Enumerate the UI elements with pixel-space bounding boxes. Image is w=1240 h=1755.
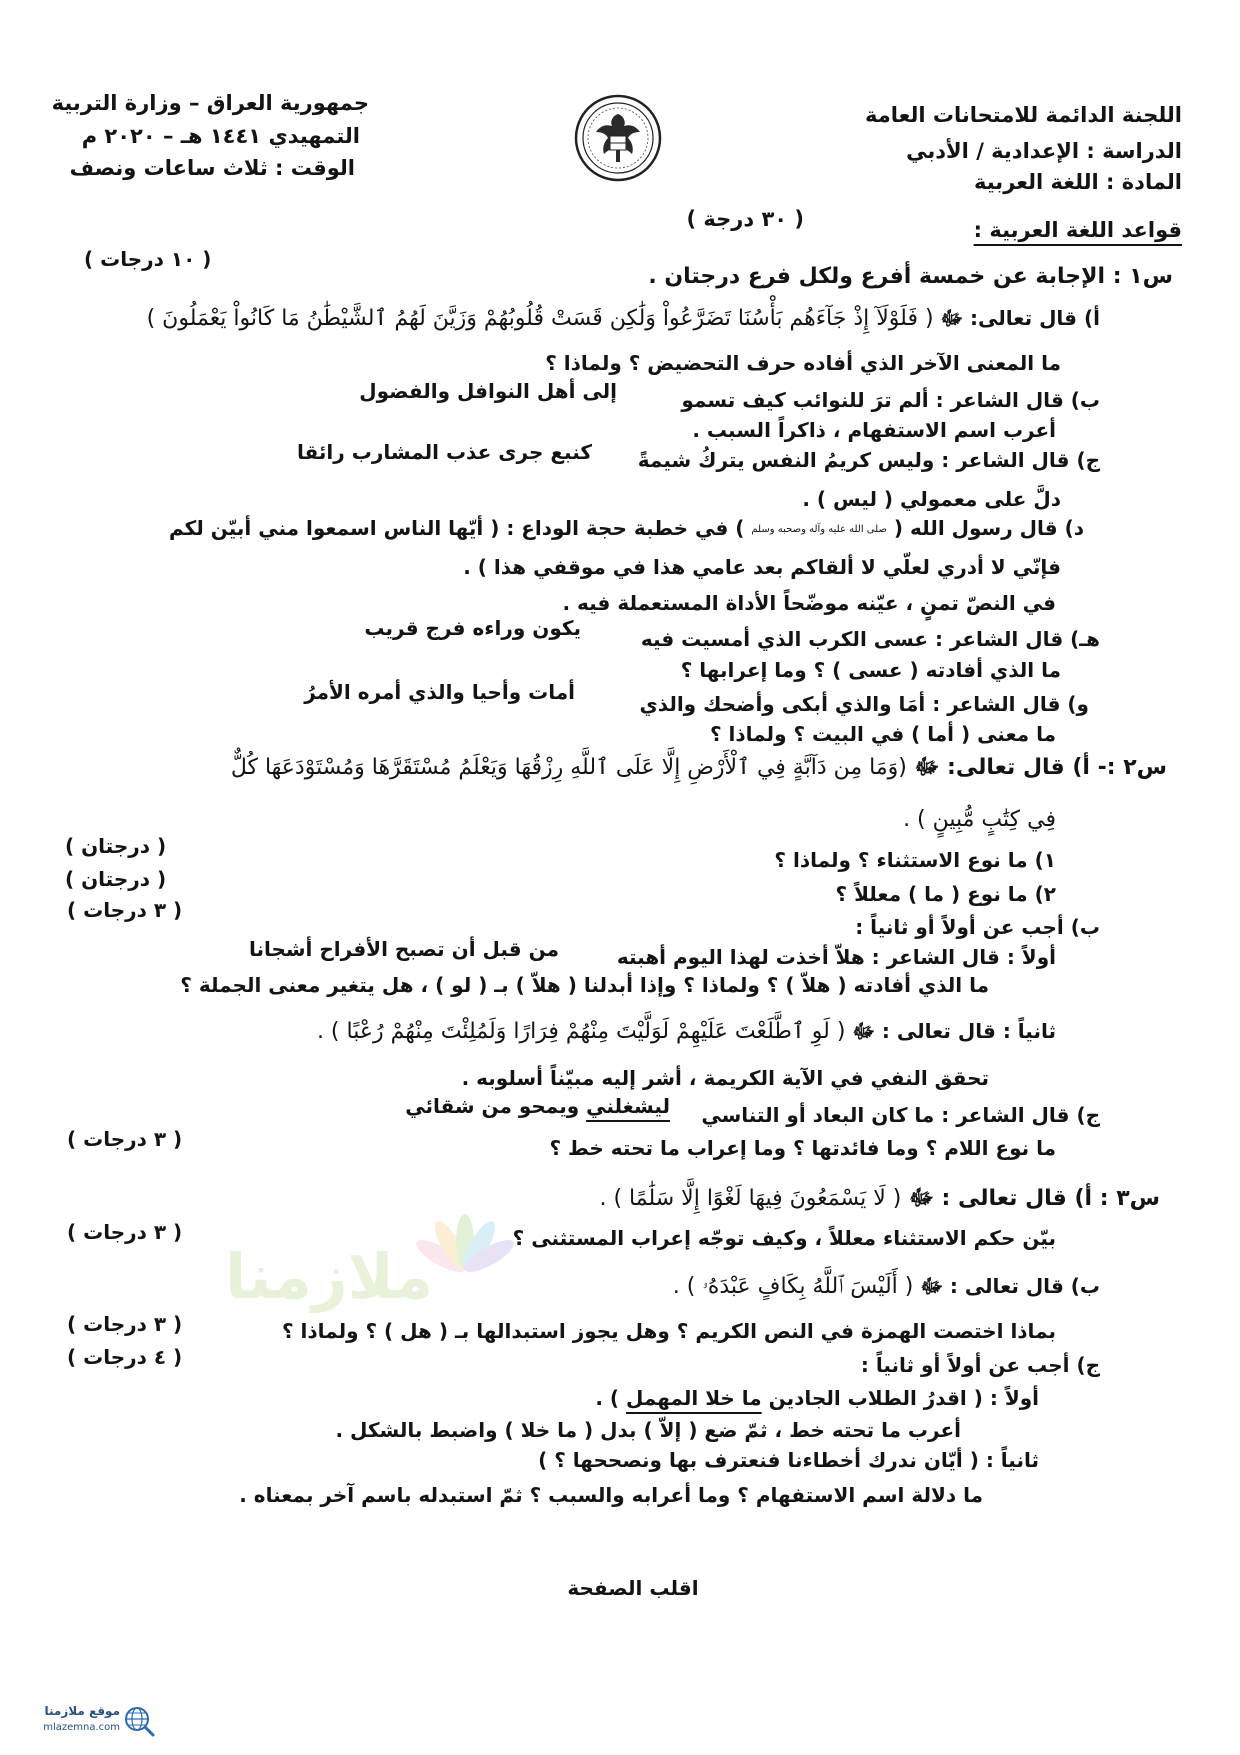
q2-b-first-question: ما الذي أفادته ( هلاّ ) ؟ ولماذا ؟ وإذا أبدلنا ( هلاّ ) بـ ( لو ) ، هل يتغير معنى الجملة ؟ [180, 973, 989, 997]
q3-c-first-end: ) . [595, 1386, 620, 1410]
q2-verse-1: (وَمَا مِن دَآبَّةٍ فِي ٱلْأَرْضِ إِلَّا عَلَى ٱللَّهِ رِزْقُهَا وَيَعْلَمُ مُسْتَقَرَّهَا وَمُسْتَوْدَعَهَا كُلٌّ [230, 755, 907, 780]
q1-d-line [169, 513, 1084, 545]
q2-b-marks: ( ٣ درجات ) [67, 898, 183, 922]
q2-a2: ٢) ما نوع ( ما ) معللاً ؟ [835, 882, 1056, 906]
q2-a2-marks: ( درجتان ) [65, 867, 167, 891]
q2-a1-marks: ( درجتان ) [65, 834, 167, 858]
q1-e-verse-first: هـ) قال الشاعر : عسى الكرب الذي أمسيت فيه [640, 627, 1100, 651]
globe-search-icon [122, 1704, 156, 1738]
q1-e-question: ما الذي أفادته ( عسى ) ؟ وما إعرابها ؟ [680, 658, 1061, 682]
q1-a-question: ما المعنى الآخر الذي أفاده حرف التحضيض ؟ ولماذا ؟ [545, 351, 1061, 375]
q3-intro: س٣ : أ) قال تعالى : ﷻ [909, 1186, 1160, 1211]
q1-c-question: دلَّ على معمولي ( ليس ) . [802, 487, 1061, 511]
q2-c-question: ما نوع اللام ؟ وما فائدتها ؟ وما إعراب ما تحته خط ؟ [549, 1136, 1056, 1160]
q1-a-verse: ( فَلَوْلَآ إِذْ جَآءَهُم بَأْسُنَا تَضَرَّعُواْ وَلَٰكِن قَسَتْ قُلُوبُهُمْ وَزَيَّنَ لَهُمُ ٱلشَّيْطَٰنُ مَا كَانُواْ يَعْمَلُونَ ) [146, 306, 934, 331]
q2-b-second-line [317, 1016, 1056, 1047]
q3-c-first-question: أعرب ما تحته خط ، ثمّ ضع ( إلاّ ) بدل ( ما خلا ) واضبط بالشكل . [335, 1418, 961, 1442]
q3-b-marks: ( ٣ درجات ) [67, 1312, 183, 1336]
q3-b-verse: ( أَلَيْسَ ٱللَّهُ بِكَافٍ عَبْدَهُۥ ) . [672, 1274, 914, 1299]
section-title: قواعد اللغة العربية : [973, 218, 1182, 242]
q3-b-line [673, 1271, 1100, 1302]
q2-c-underlined-word: ليشغلني [586, 1094, 670, 1118]
q3-a-question: بيّن حكم الاستثناء معللاً ، وكيف توجّه إعراب المستثنى ؟ [512, 1226, 1056, 1250]
q3-b-intro: ب) قال تعالى : ﷻ [920, 1274, 1100, 1298]
q2-b-first-verse-first: أولاً : قال الشاعر : هلاّ أخذت لهذا اليوم أهبته [616, 945, 1056, 969]
turn-page-note: اقلب الصفحة [567, 1576, 699, 1600]
q1-marks: ( ١٠ درجات ) [84, 247, 212, 271]
q3-c-marks: ( ٤ درجات ) [67, 1345, 183, 1369]
ministry-emblem-icon [572, 92, 664, 184]
exam-session: التمهيدي ١٤٤١ هـ – ٢٠٢٠ م [81, 124, 360, 148]
site-name: موقع ملازمنا [44, 1704, 120, 1718]
study-branch: الدراسة : الإعدادية / الأدبي [906, 139, 1182, 163]
q2-b-second-verse: ( لَوِ ٱطَّلَعْتَ عَلَيْهِمْ لَوَلَّيْتَ مِنْهُمْ فِرَارًا وَلَمُلِئْتَ مِنْهُمْ رُعْبًا ) . [316, 1019, 846, 1044]
q3-b-question: بماذا اختصت الهمزة في النص الكريم ؟ وهل يجوز استبدالها بـ ( هل ) ؟ ولماذا ؟ [281, 1319, 1056, 1343]
q1-f-question: ما معنى ( أما ) في البيت ؟ ولماذا ؟ [709, 722, 1056, 746]
q1-b-verse-second: إلى أهل النوافل والفضول [359, 379, 617, 403]
q2-intro: س٢ :- أ) قال تعالى: ﷻ [914, 755, 1167, 780]
q3-c-second-question: ما دلالة اسم الاستفهام ؟ وما أعرابه والسبب ؟ ثمّ استبدله باسم آخر بمعناه . [239, 1483, 983, 1507]
q2-c-marks: ( ٣ درجات ) [67, 1127, 183, 1151]
q3-c-first-text: أولاً : ( اقدرُ الطلاب الجادين [768, 1386, 1039, 1410]
q1-d-text-2: فإنّي لا أدري لعلّي لا ألقاكم بعد عامي هذا في موقفي هذا ) . [463, 555, 1061, 579]
q2-verse-2: فِي كِتَٰبٍ مُّبِينٍ ) . [903, 807, 1056, 832]
q1-c-verse-second: كنبع جرى عذب المشارب رائقا [297, 440, 592, 464]
q2-b-second-question: تحقق النفي في الآية الكريمة ، أشر إليه مبيّناً أسلوبه . [461, 1066, 989, 1090]
watermark-text: ملازمنا [225, 1240, 434, 1313]
site-url: mlazemna.com [43, 1722, 120, 1733]
q2-b-heading: ب) أجب عن أولاً أو ثانياً : [855, 915, 1100, 939]
q1-d-text-1: ) في خطبة حجة الوداع : ( أيّها الناس اسمعوا مني أبيّن لكم [168, 516, 745, 540]
q2-a-line [231, 753, 1167, 783]
q1-d-question: في النصّ تمنٍ ، عيّنه موضّحاً الأداة المستعملة فيه . [562, 591, 1056, 615]
q3-a-marks: ( ٣ درجات ) [67, 1220, 183, 1244]
q3-c-second-text: ثانياً : ( أيّان ندرك أخطاءنا فنعترف بها ونصححها ؟ ) [538, 1448, 1039, 1472]
q2-b-first-verse-second: من قبل أن تصبح الأفراح أشجانا [248, 937, 559, 961]
q1-f-verse-second: أمات وأحيا والذي أمره الأمرُ [304, 680, 575, 704]
q2-c-verse-second [405, 1091, 670, 1121]
q1-d-salutation: صلى الله عليه وآله وصحبه وسلم [751, 524, 887, 535]
site-logo [30, 1700, 160, 1742]
q1-b-question: أعرب اسم الاستفهام ، ذاكراً السبب . [692, 418, 1056, 442]
q1-heading: س١ : الإجابة عن خمسة أفرع ولكل فرع درجتان . [648, 264, 1173, 289]
q2-c-verse-first: ج) قال الشاعر : ما كان البعاد أو التناسي [701, 1103, 1100, 1127]
q3-verse: ( لَا يَسْمَعُونَ فِيهَا لَغْوًا إِلَّا سَلَٰمًا ) . [599, 1186, 902, 1211]
section-total-marks: ( ٣٠ درجة ) [686, 207, 804, 231]
q2-c-verse-rest: ويمحو من شقائي [405, 1094, 580, 1118]
q1-b-verse-first: ب) قال الشاعر : ألم ترَ للنوائب كيف تسمو [681, 388, 1100, 412]
q1-a-line [147, 303, 1100, 334]
q3-c-first-underlined: ما خلا المهمل [626, 1386, 762, 1410]
country-ministry: جمهورية العراق – وزارة التربية [51, 91, 369, 115]
q2-a1: ١) ما نوع الاستثناء ؟ ولماذا ؟ [774, 848, 1056, 872]
q1-c-verse-first: ج) قال الشاعر : وليس كريمُ النفس يتركُ شيمةً [637, 448, 1100, 472]
committee-name: اللجنة الدائمة للامتحانات العامة [865, 103, 1182, 127]
q1-a-intro: أ) قال تعالى: ﷻ [940, 306, 1100, 330]
q2-b-second-intro: ثانياً : قال تعالى : ﷻ [852, 1019, 1056, 1043]
q1-d-intro: د) قال رسول الله ( [893, 516, 1084, 540]
q3-c-heading: ج) أجب عن أولاً أو ثانياً : [860, 1353, 1100, 1377]
q1-f-verse-first: و) قال الشاعر : أمَا والذي أبكى وأضحك والذي [639, 692, 1089, 716]
subject-name: المادة : اللغة العربية [974, 170, 1182, 194]
q1-e-verse-second: يكون وراءه فرج قريب [364, 616, 581, 640]
exam-duration: الوقت : ثلاث ساعات ونصف [69, 156, 355, 180]
q3-a-line [599, 1184, 1160, 1214]
q3-c-first-line [595, 1383, 1039, 1413]
